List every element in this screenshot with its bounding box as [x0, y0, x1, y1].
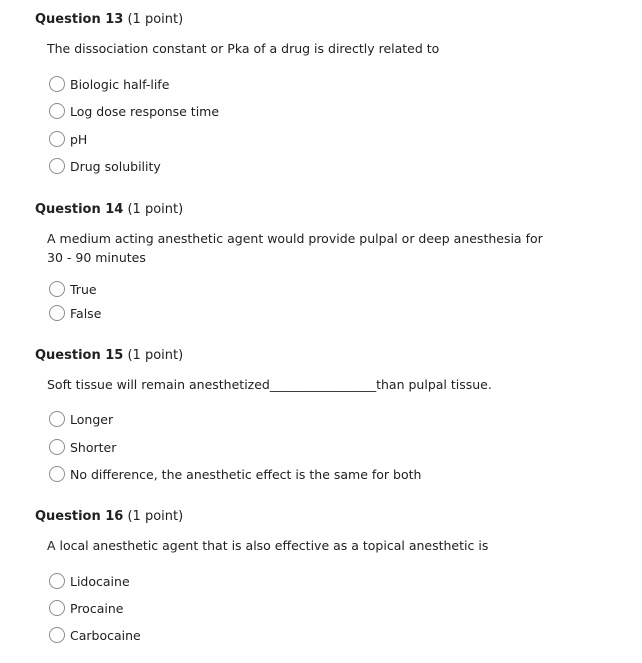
radio-button[interactable]	[49, 103, 65, 119]
question-prompt: A local anesthetic agent that is also effective as a topical anesthetic is	[47, 538, 489, 553]
question-title: Question 15	[35, 348, 124, 363]
question-points: (1 point)	[127, 12, 184, 27]
question-points: (1 point)	[127, 202, 184, 217]
radio-button[interactable]	[49, 76, 65, 92]
answer-option[interactable]	[49, 76, 169, 92]
option-label: Biologic half-life	[70, 76, 170, 92]
option-label: No difference, the anesthetic effect is the same for both	[70, 466, 422, 482]
option-label: Carbocaine	[70, 627, 141, 643]
radio-button[interactable]	[49, 600, 65, 616]
option-label: Drug solubility	[70, 158, 161, 174]
question-title: Question 16	[35, 509, 124, 524]
option-label: True	[70, 281, 97, 297]
radio-button[interactable]	[49, 131, 65, 147]
question-points: (1 point)	[127, 509, 184, 524]
question-prompt: A medium acting anesthetic agent would provide pulpal or deep anesthesia for 30 - 90 minutes	[47, 231, 543, 265]
option-label: Log dose response time	[70, 103, 220, 119]
radio-button[interactable]	[49, 281, 65, 297]
option-label: Lidocaine	[70, 573, 130, 589]
answer-option[interactable]	[49, 439, 116, 455]
question-prompt: The dissociation constant or Pka of a drug is directly related to	[47, 41, 440, 56]
question-header	[35, 202, 183, 217]
option-label: Longer	[70, 411, 114, 427]
question-title: Question 14	[35, 202, 124, 217]
answer-option[interactable]	[49, 466, 421, 482]
question-points: (1 point)	[127, 348, 184, 363]
answer-option[interactable]	[49, 411, 113, 427]
answer-option[interactable]	[49, 131, 87, 147]
radio-button[interactable]	[49, 158, 65, 174]
radio-button[interactable]	[49, 573, 65, 589]
option-label: False	[70, 305, 102, 321]
answer-option[interactable]	[49, 600, 123, 616]
question-header	[35, 348, 183, 363]
question-prompt: Soft tissue will remain anesthetized_________________than pulpal tissue.	[47, 377, 492, 392]
option-label: Procaine	[70, 600, 124, 616]
radio-button[interactable]	[49, 439, 65, 455]
option-label: Shorter	[70, 439, 117, 455]
question-header	[35, 12, 183, 27]
question-title: Question 13	[35, 12, 124, 27]
question-header	[35, 509, 183, 524]
radio-button[interactable]	[49, 466, 65, 482]
answer-option[interactable]	[49, 627, 141, 643]
radio-button[interactable]	[49, 305, 65, 321]
answer-option[interactable]	[49, 103, 219, 119]
answer-option[interactable]	[49, 281, 97, 297]
answer-option[interactable]	[49, 305, 101, 321]
answer-option[interactable]	[49, 573, 130, 589]
answer-option[interactable]	[49, 158, 161, 174]
radio-button[interactable]	[49, 627, 65, 643]
radio-button[interactable]	[49, 411, 65, 427]
option-label: pH	[70, 131, 88, 147]
